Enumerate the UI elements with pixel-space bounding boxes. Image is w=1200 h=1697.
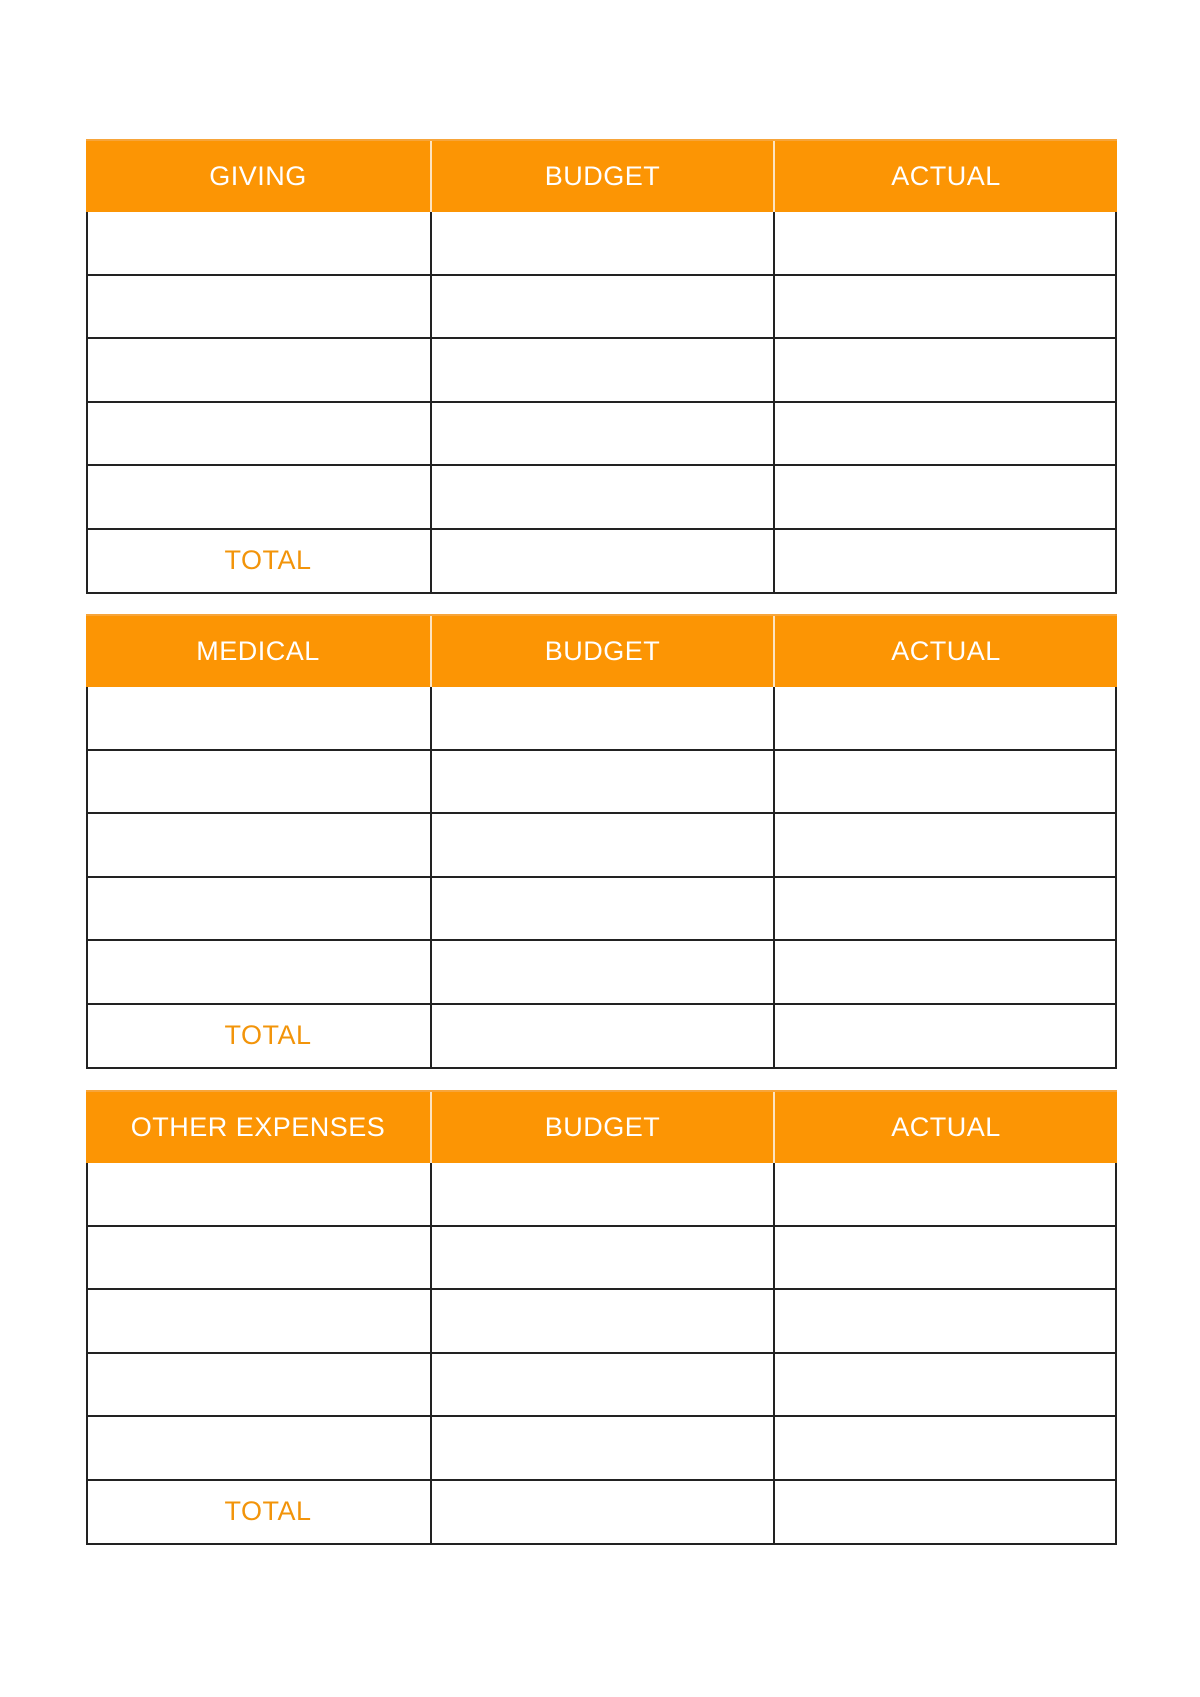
column-header: GIVING xyxy=(209,161,307,191)
item-cell[interactable] xyxy=(86,1227,430,1289)
item-cell[interactable] xyxy=(86,276,430,338)
actual-cell[interactable] xyxy=(773,1417,1117,1479)
column-header: BUDGET xyxy=(430,616,773,687)
column-header: BUDGET xyxy=(430,1092,773,1163)
table-row xyxy=(86,1354,1117,1418)
table-row xyxy=(86,1290,1117,1354)
budget-cell[interactable] xyxy=(430,751,773,813)
actual-cell[interactable] xyxy=(773,276,1117,338)
actual-cell[interactable] xyxy=(773,751,1117,813)
actual-cell[interactable] xyxy=(773,1227,1117,1289)
table-row xyxy=(86,466,1117,530)
budget-cell[interactable] xyxy=(430,276,773,338)
actual-cell[interactable] xyxy=(773,814,1117,876)
budget-cell[interactable] xyxy=(430,466,773,528)
table-header xyxy=(86,614,1117,687)
item-cell[interactable] xyxy=(86,1163,430,1225)
item-cell[interactable] xyxy=(86,1290,430,1352)
actual-cell[interactable] xyxy=(773,1005,1117,1067)
item-cell[interactable] xyxy=(86,1417,430,1479)
actual-cell[interactable] xyxy=(773,339,1117,401)
budget-cell[interactable] xyxy=(430,212,773,274)
budget-cell[interactable] xyxy=(430,1417,773,1479)
table-row xyxy=(86,814,1117,878)
total-label: TOTAL xyxy=(224,1020,312,1051)
budget-cell[interactable] xyxy=(430,339,773,401)
actual-cell[interactable] xyxy=(773,941,1117,1003)
budget-cell[interactable] xyxy=(430,814,773,876)
column-header: BUDGET xyxy=(430,141,773,212)
item-cell[interactable] xyxy=(86,814,430,876)
item-cell[interactable] xyxy=(86,941,430,1003)
column-header: ACTUAL xyxy=(773,616,1117,687)
actual-cell[interactable] xyxy=(773,1354,1117,1416)
table-header xyxy=(86,1090,1117,1163)
total-row xyxy=(86,530,1117,594)
actual-cell[interactable] xyxy=(773,1290,1117,1352)
total-row xyxy=(86,1005,1117,1069)
column-header: OTHER EXPENSES xyxy=(130,1112,386,1142)
actual-cell[interactable] xyxy=(773,212,1117,274)
budget-cell[interactable] xyxy=(430,1005,773,1067)
budget-cell[interactable] xyxy=(430,941,773,1003)
table-row xyxy=(86,339,1117,403)
item-cell xyxy=(86,530,430,592)
budget-cell[interactable] xyxy=(430,878,773,940)
budget-cell[interactable] xyxy=(430,687,773,749)
item-cell[interactable] xyxy=(86,339,430,401)
table-row xyxy=(86,751,1117,815)
budget-cell[interactable] xyxy=(430,1163,773,1225)
table-row xyxy=(86,687,1117,751)
item-cell xyxy=(86,1481,430,1543)
item-cell[interactable] xyxy=(86,212,430,274)
table-row xyxy=(86,878,1117,942)
total-row xyxy=(86,1481,1117,1545)
column-header: MEDICAL xyxy=(196,636,320,666)
table-row xyxy=(86,276,1117,340)
budget-cell[interactable] xyxy=(430,530,773,592)
actual-cell[interactable] xyxy=(773,403,1117,465)
table-row xyxy=(86,212,1117,276)
table-other-expenses xyxy=(86,1090,1117,1545)
budget-cell[interactable] xyxy=(430,1481,773,1543)
item-cell[interactable] xyxy=(86,751,430,813)
item-cell[interactable] xyxy=(86,878,430,940)
column-header: ACTUAL xyxy=(773,141,1117,212)
item-cell[interactable] xyxy=(86,687,430,749)
actual-cell[interactable] xyxy=(773,1163,1117,1225)
table-row xyxy=(86,403,1117,467)
budget-cell[interactable] xyxy=(430,1290,773,1352)
total-label: TOTAL xyxy=(224,545,312,576)
table-row xyxy=(86,1163,1117,1227)
item-cell[interactable] xyxy=(86,1354,430,1416)
table-row xyxy=(86,1227,1117,1291)
table-header xyxy=(86,139,1117,212)
table-giving xyxy=(86,139,1117,594)
actual-cell[interactable] xyxy=(773,466,1117,528)
total-label: TOTAL xyxy=(224,1496,312,1527)
column-header: ACTUAL xyxy=(773,1092,1117,1163)
budget-cell[interactable] xyxy=(430,1227,773,1289)
table-row xyxy=(86,1417,1117,1481)
table-medical xyxy=(86,614,1117,1069)
actual-cell[interactable] xyxy=(773,1481,1117,1543)
actual-cell[interactable] xyxy=(773,687,1117,749)
actual-cell[interactable] xyxy=(773,530,1117,592)
actual-cell[interactable] xyxy=(773,878,1117,940)
budget-cell[interactable] xyxy=(430,1354,773,1416)
item-cell xyxy=(86,1005,430,1067)
budget-cell[interactable] xyxy=(430,403,773,465)
table-row xyxy=(86,941,1117,1005)
item-cell[interactable] xyxy=(86,466,430,528)
item-cell[interactable] xyxy=(86,403,430,465)
